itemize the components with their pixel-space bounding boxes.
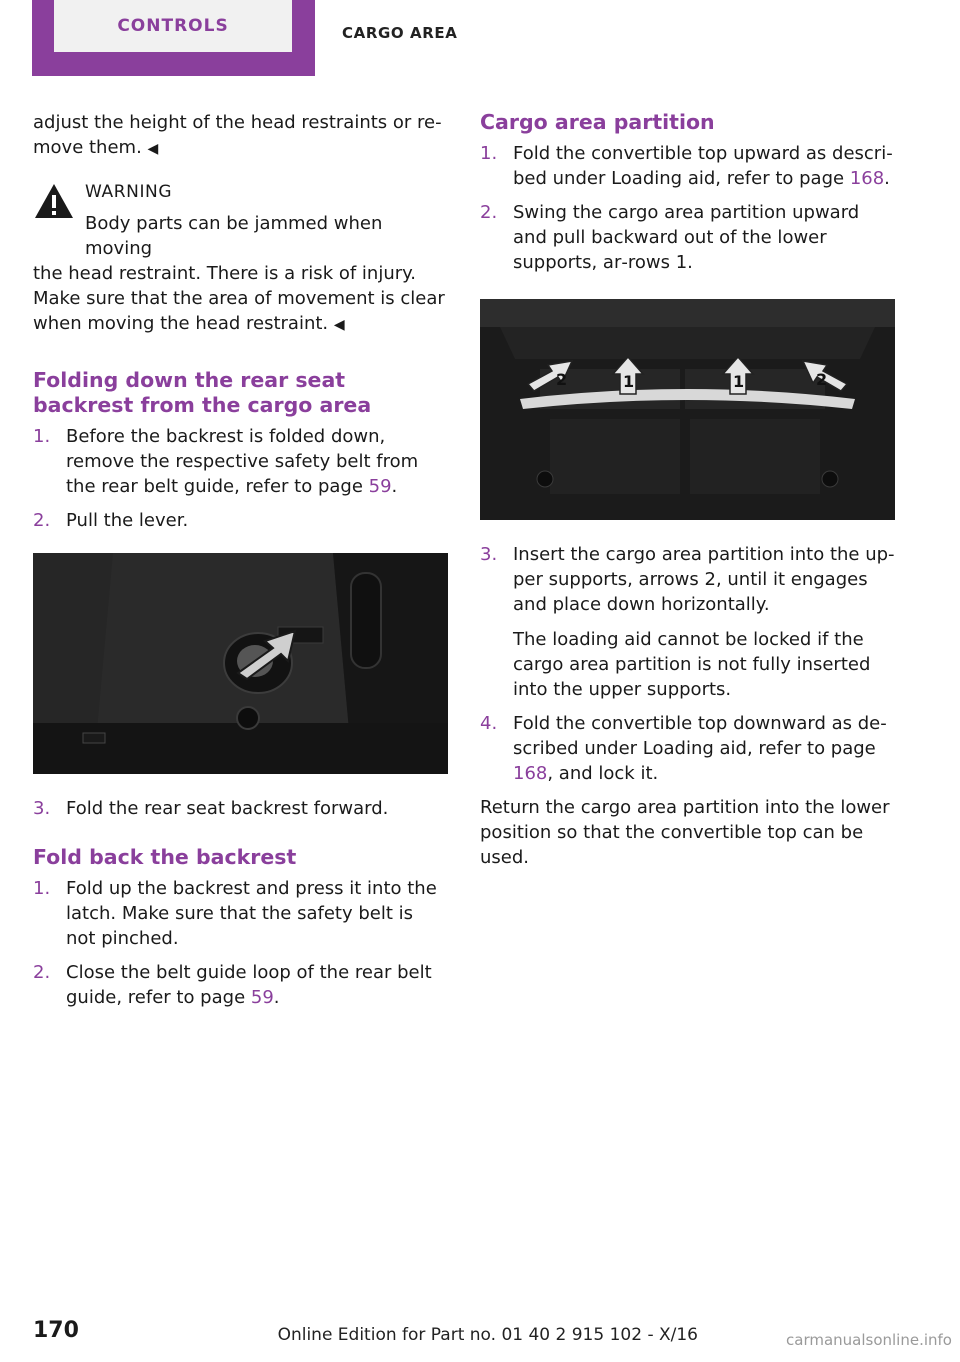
- step-number: 4.: [480, 713, 498, 734]
- page-link[interactable]: 59: [368, 476, 392, 497]
- step-number: 3.: [480, 544, 498, 565]
- arrow-label: 2: [816, 370, 828, 389]
- lever-photo-graphic: [33, 553, 448, 774]
- warning-line1: Body parts can be jammed when moving: [85, 213, 383, 259]
- left-column: [33, 110, 448, 1019]
- step-number: 1.: [33, 878, 51, 899]
- step-text: Close the belt guide loop of the rear belt guide, refer to page: [66, 962, 432, 1008]
- step-number: 1.: [33, 426, 51, 447]
- arrow-label: 1: [733, 372, 745, 391]
- end-mark-icon: ◀: [147, 141, 159, 157]
- step-text: Insert the cargo area partition into the up‐per supports, arrows 2, until it engages and place down horizontally.: [513, 544, 895, 615]
- edition-text: Online Edition for Part no. 01 40 2 915 102 - X/16: [277, 1325, 698, 1345]
- step-text: Fold the convertible top upward as descri‐bed under Loading aid, refer to page: [513, 143, 893, 189]
- step-number: 2.: [480, 202, 498, 223]
- step-number: 2.: [33, 962, 51, 983]
- page-link[interactable]: 168: [513, 763, 548, 784]
- step-text-after: .: [273, 987, 280, 1008]
- list-item: [33, 796, 448, 821]
- chapter-tab[interactable]: [32, 0, 315, 76]
- step-text: Before the backrest is folded down, remove the respective safety belt from the rear belt guide, refer to page: [66, 426, 419, 497]
- heading-fold-back: Fold back the backrest: [33, 845, 297, 869]
- watermark: carmanualsonline.info: [786, 1331, 952, 1349]
- step-number: 1.: [480, 143, 498, 164]
- warning-triangle-icon: [33, 182, 75, 220]
- warning-block: [33, 180, 448, 338]
- lever-photo: [33, 553, 448, 774]
- intro-text: adjust the height of the head restraints or re‐move them.: [33, 112, 442, 158]
- heading-fold-down: Folding down the rear seat backrest from the cargo area: [33, 368, 372, 417]
- list-item: [33, 424, 448, 499]
- list-item: [480, 711, 896, 786]
- step-number: 3.: [33, 798, 51, 819]
- page-link[interactable]: 168: [849, 168, 885, 189]
- step-text: Pull the lever.: [66, 510, 189, 531]
- step-text: Fold up the backrest and press it into the latch. Make sure that the safety belt is not pinched.: [66, 878, 437, 949]
- list-item: [33, 508, 448, 533]
- heading-cargo-partition: Cargo area partition: [480, 110, 715, 134]
- partition-photo-graphic: [480, 299, 895, 520]
- arrow-label: 2: [556, 370, 568, 389]
- step-text: Fold the convertible top downward as de‐scribed under Loading aid, refer to page: [513, 713, 887, 759]
- warning-body: [33, 261, 448, 338]
- step-subtext: The loading aid cannot be locked if the cargo area partition is not fully inserted into the upper supports.: [513, 629, 871, 700]
- section-title: CARGO AREA: [342, 24, 458, 42]
- end-mark-icon: ◀: [333, 317, 345, 333]
- step-number: 2.: [33, 510, 51, 531]
- step-text-after: .: [884, 168, 890, 189]
- list-item: [33, 960, 448, 1010]
- list-item: [33, 876, 448, 951]
- list-item: [480, 542, 896, 702]
- right-column: [480, 110, 896, 870]
- intro-paragraph: [33, 110, 448, 162]
- chapter-title: CONTROLS: [117, 16, 229, 36]
- list-item: [480, 200, 896, 275]
- step-text-after: , and lock it.: [547, 763, 659, 784]
- warning-text: the head restraint. There is a risk of injury. Make sure that the area of movement is clear when moving the head restraint.: [33, 263, 445, 334]
- outro-paragraph: Return the cargo area partition into the lower position so that the convertible top can be used.: [480, 797, 890, 868]
- step-text: Fold the rear seat backrest forward.: [66, 798, 389, 819]
- warning-title: WARNING: [85, 182, 173, 202]
- arrow-label: 1: [623, 372, 635, 391]
- partition-photo: [480, 299, 895, 520]
- page-link[interactable]: 59: [250, 987, 274, 1008]
- step-text-after: .: [391, 476, 398, 497]
- list-item: [480, 141, 896, 191]
- page-number: 170: [33, 1318, 79, 1343]
- chapter-tab-inner: [54, 0, 292, 52]
- step-text: Swing the cargo area partition upward and pull backward out of the lower supports, ar‐rows 1.: [513, 202, 860, 273]
